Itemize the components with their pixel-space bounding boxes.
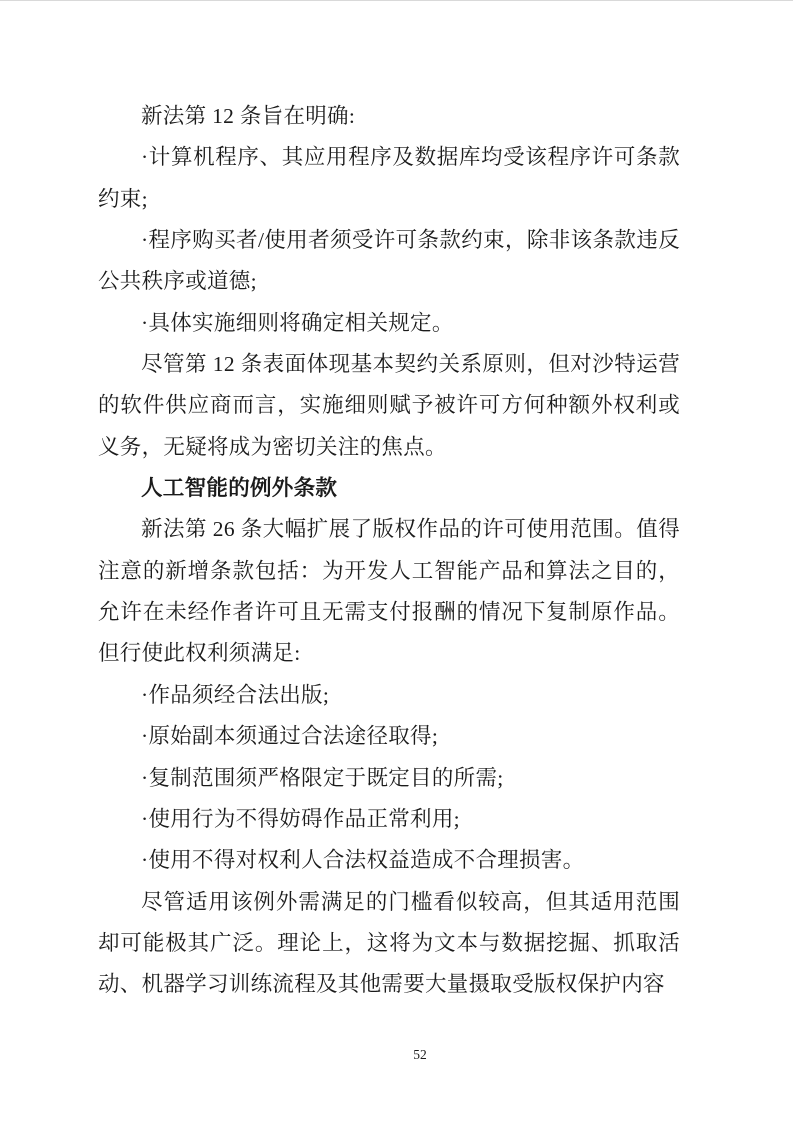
document-body — [98, 96, 680, 1006]
paragraph: 尽管第 12 条表面体现基本契约关系原则，但对沙特运营的软件供应商而言，实施细则赋予被许可方何种额外权利或义务，无疑将成为密切关注的焦点。 — [98, 352, 680, 459]
section-heading: 人工智能的例外条款 — [141, 476, 338, 501]
bullet-item: ·使用不得对权利人合法权益造成不合理损害。 — [141, 848, 585, 873]
bullet-item: ·原始副本须通过合法途径取得; — [141, 724, 439, 749]
bullet-item: ·复制范围须严格限定于既定目的所需; — [141, 765, 504, 790]
bullet-item: ·程序购买者/使用者须受许可条款约束，除非该条款违反公共秩序或道德; — [98, 228, 680, 294]
bullet-item: ·具体实施细则将确定相关规定。 — [141, 310, 454, 335]
page-number: 52 — [413, 1047, 427, 1062]
bullet-item: ·作品须经合法出版; — [141, 682, 330, 707]
bullet-item: ·使用行为不得妨碍作品正常利用; — [141, 806, 460, 831]
paragraph: 新法第 26 条大幅扩展了版权作品的许可使用范围。值得注意的新增条款包括：为开发人工智能产品和算法之目的，允许在未经作者许可且无需支付报酬的情况下复制原作品。但行使此权利须满足: — [98, 517, 680, 666]
paragraph: 新法第 12 条旨在明确: — [141, 104, 356, 128]
bullet-item: ·计算机程序、其应用程序及数据库均受该程序许可条款约束; — [98, 145, 680, 211]
paragraph: 尽管适用该例外需满足的门槛看似较高，但其适用范围却可能极其广泛。理论上，这将为文本与数据挖掘、抓取活动、机器学习训练流程及其他需要大量摄取受版权保护内容 — [98, 889, 680, 997]
